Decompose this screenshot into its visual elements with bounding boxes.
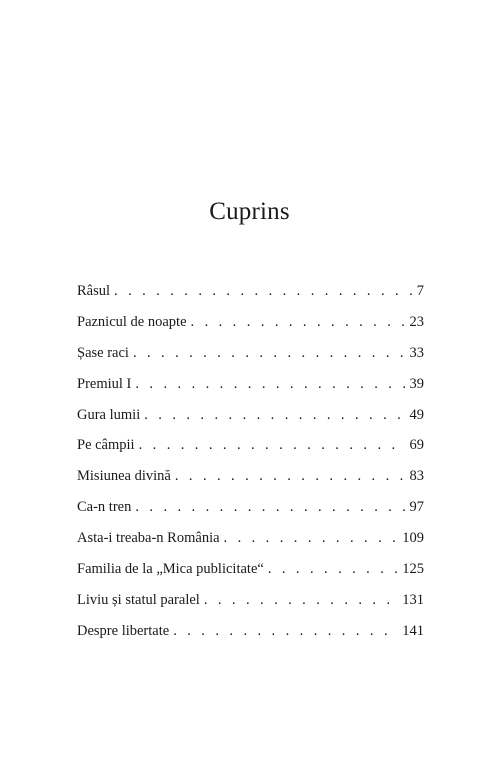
toc-dot-leader [139,430,406,461]
toc-entry-page: 125 [402,561,424,578]
toc-entry-page: 7 [416,283,424,299]
toc-entry [77,307,424,338]
toc-entry-page: 23 [409,313,424,330]
toc-entry [77,338,424,369]
toc-entry-title: Gura lumii [77,406,141,423]
toc-entry-title: Râsul [77,283,111,299]
toc-dot-leader [133,338,406,369]
toc-dot-leader [114,276,413,307]
toc-dot-leader [191,307,406,338]
toc-entry [77,461,424,492]
toc-entry-title: Șase raci [77,344,129,361]
toc-entry-title: Ca-n tren [77,499,132,516]
toc-entry-page: 141 [402,622,424,639]
toc-entry-title: Paznicul de noapte [77,313,187,330]
toc-entry-page: 109 [402,530,424,547]
toc-dot-leader [224,523,399,554]
toc-entry [77,523,424,554]
toc-entry [77,554,424,585]
toc-dot-leader [268,554,398,585]
toc-entry [77,276,424,307]
table-of-contents [77,276,424,647]
toc-entry [77,400,424,431]
toc-entry-page: 69 [409,437,424,454]
toc-entry-title: Liviu și statul paralel [77,591,200,608]
toc-entry [77,430,424,461]
toc-dot-leader [135,492,405,523]
toc-entry-page: 83 [409,468,424,485]
toc-entry [77,616,424,647]
toc-dot-leader [175,461,406,492]
toc-entry-page: 97 [409,499,424,516]
page-title: Cuprins [209,198,290,225]
toc-entry-page: 39 [409,375,424,392]
toc-entry-title: Familia de la „Mica publicitate“ [77,561,264,578]
toc-entry [77,492,424,523]
toc-dot-leader [135,369,405,400]
toc-entry-page: 49 [409,406,424,423]
toc-entry-title: Despre libertate [77,622,170,639]
toc-entry-title: Asta-i treaba-n România [77,530,220,547]
toc-entry-title: Premiul I [77,375,132,392]
toc-entry-page: 131 [402,591,424,608]
toc-dot-leader [204,585,398,616]
toc-entry-page: 33 [409,344,424,361]
toc-entry-title: Misiunea divină [77,468,171,485]
toc-entry-title: Pe câmpii [77,437,135,454]
toc-entry [77,585,424,616]
toc-dot-leader [173,616,398,647]
toc-dot-leader [144,400,405,431]
toc-entry [77,369,424,400]
